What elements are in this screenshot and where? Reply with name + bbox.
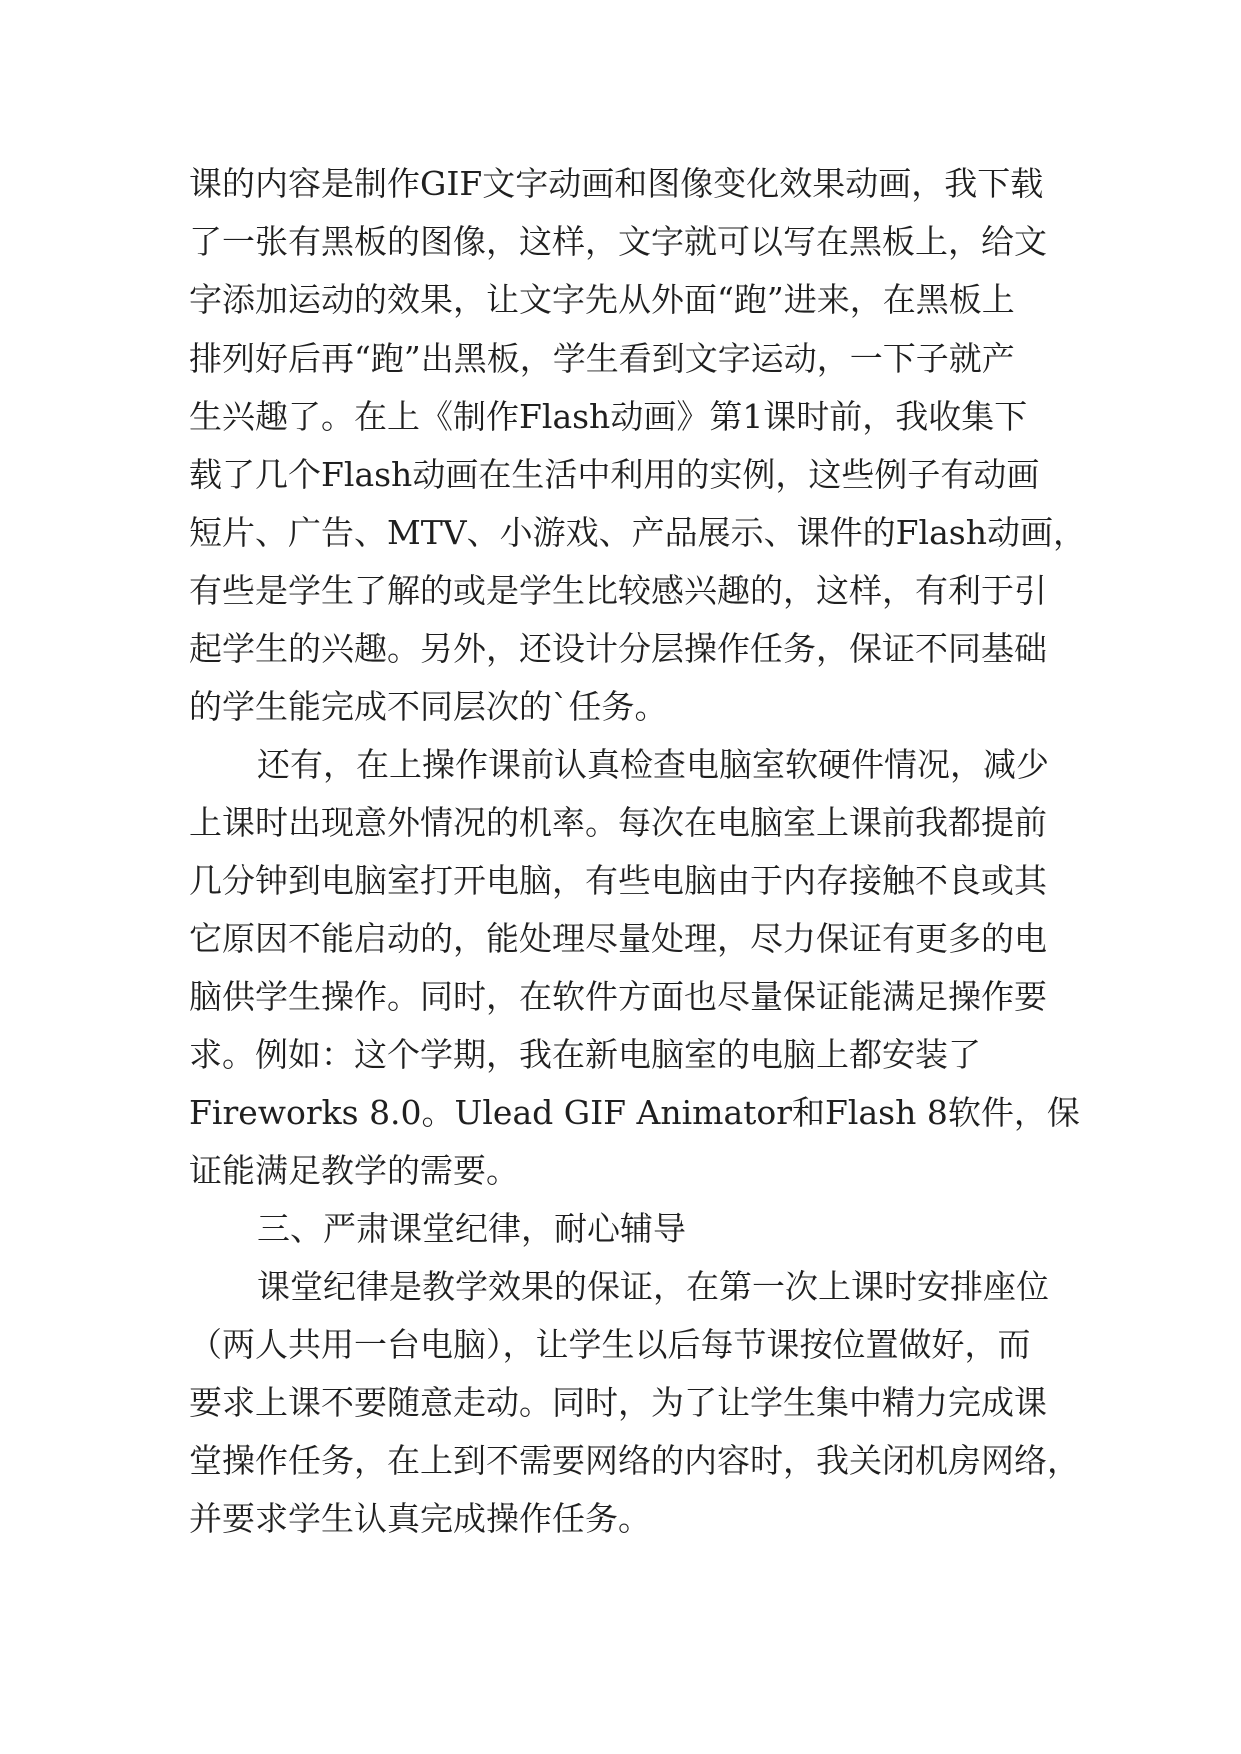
text-line: 短片、广告、MTV、小游戏、产品展示、课件的Flash动画，	[189, 513, 1086, 552]
text-line: 排列好后再“跑”出黑板，学生看到文字运动，一下子就产	[189, 339, 1015, 378]
text-line: 上课时出现意外情况的机率。每次在电脑室上课前我都提前	[189, 803, 1047, 842]
text-line: 要求上课不要随意走动。同时，为了让学生集中精力完成课	[189, 1383, 1047, 1422]
text-line: 生兴趣了。在上《制作Flash动画》第1课时前，我收集下	[189, 397, 1028, 436]
text-line: 载了几个Flash动画在生活中利用的实例，这些例子有动画	[189, 455, 1040, 494]
text-line: 字添加运动的效果，让文字先从外面“跑”进来，在黑板上	[189, 280, 1015, 319]
text-line: 课的内容是制作GIF文字动画和图像变化效果动画，我下载	[189, 164, 1044, 203]
text-line: （两人共用一台电脑），让学生以后每节课按位置做好，而	[189, 1325, 1031, 1364]
text-line: 并要求学生认真完成操作任务。	[189, 1499, 651, 1538]
text-line: 它原因不能启动的，能处理尽量处理，尽力保证有更多的电	[189, 919, 1047, 958]
text-line: 有些是学生了解的或是学生比较感兴趣的，这样，有利于引	[189, 571, 1047, 610]
text-line: 的学生能完成不同层次的`任务。	[189, 687, 668, 726]
text-line: 几分钟到电脑室打开电脑，有些电脑由于内存接触不良或其	[189, 861, 1047, 900]
section-heading: 三、严肃课堂纪律，耐心辅导	[257, 1209, 686, 1248]
text-line: 证能满足教学的需要。	[189, 1151, 519, 1190]
text-line: 起学生的兴趣。另外，还设计分层操作任务，保证不同基础	[189, 629, 1047, 668]
paragraph-first-line: 还有，在上操作课前认真检查电脑室软硬件情况，减少	[257, 745, 1049, 784]
paragraph-first-line: 课堂纪律是教学效果的保证，在第一次上课时安排座位	[257, 1267, 1049, 1306]
text-line: 脑供学生操作。同时，在软件方面也尽量保证能满足操作要	[189, 977, 1047, 1016]
text-line: 堂操作任务，在上到不需要网络的内容时，我关闭机房网络，	[189, 1441, 1080, 1480]
text-line: 求。例如：这个学期，我在新电脑室的电脑上都安装了	[189, 1035, 981, 1074]
text-line: Fireworks 8.0。Ulead GIF Animator和Flash 8软件，保	[189, 1093, 1080, 1132]
text-line: 了一张有黑板的图像，这样，文字就可以写在黑板上，给文	[189, 222, 1047, 261]
